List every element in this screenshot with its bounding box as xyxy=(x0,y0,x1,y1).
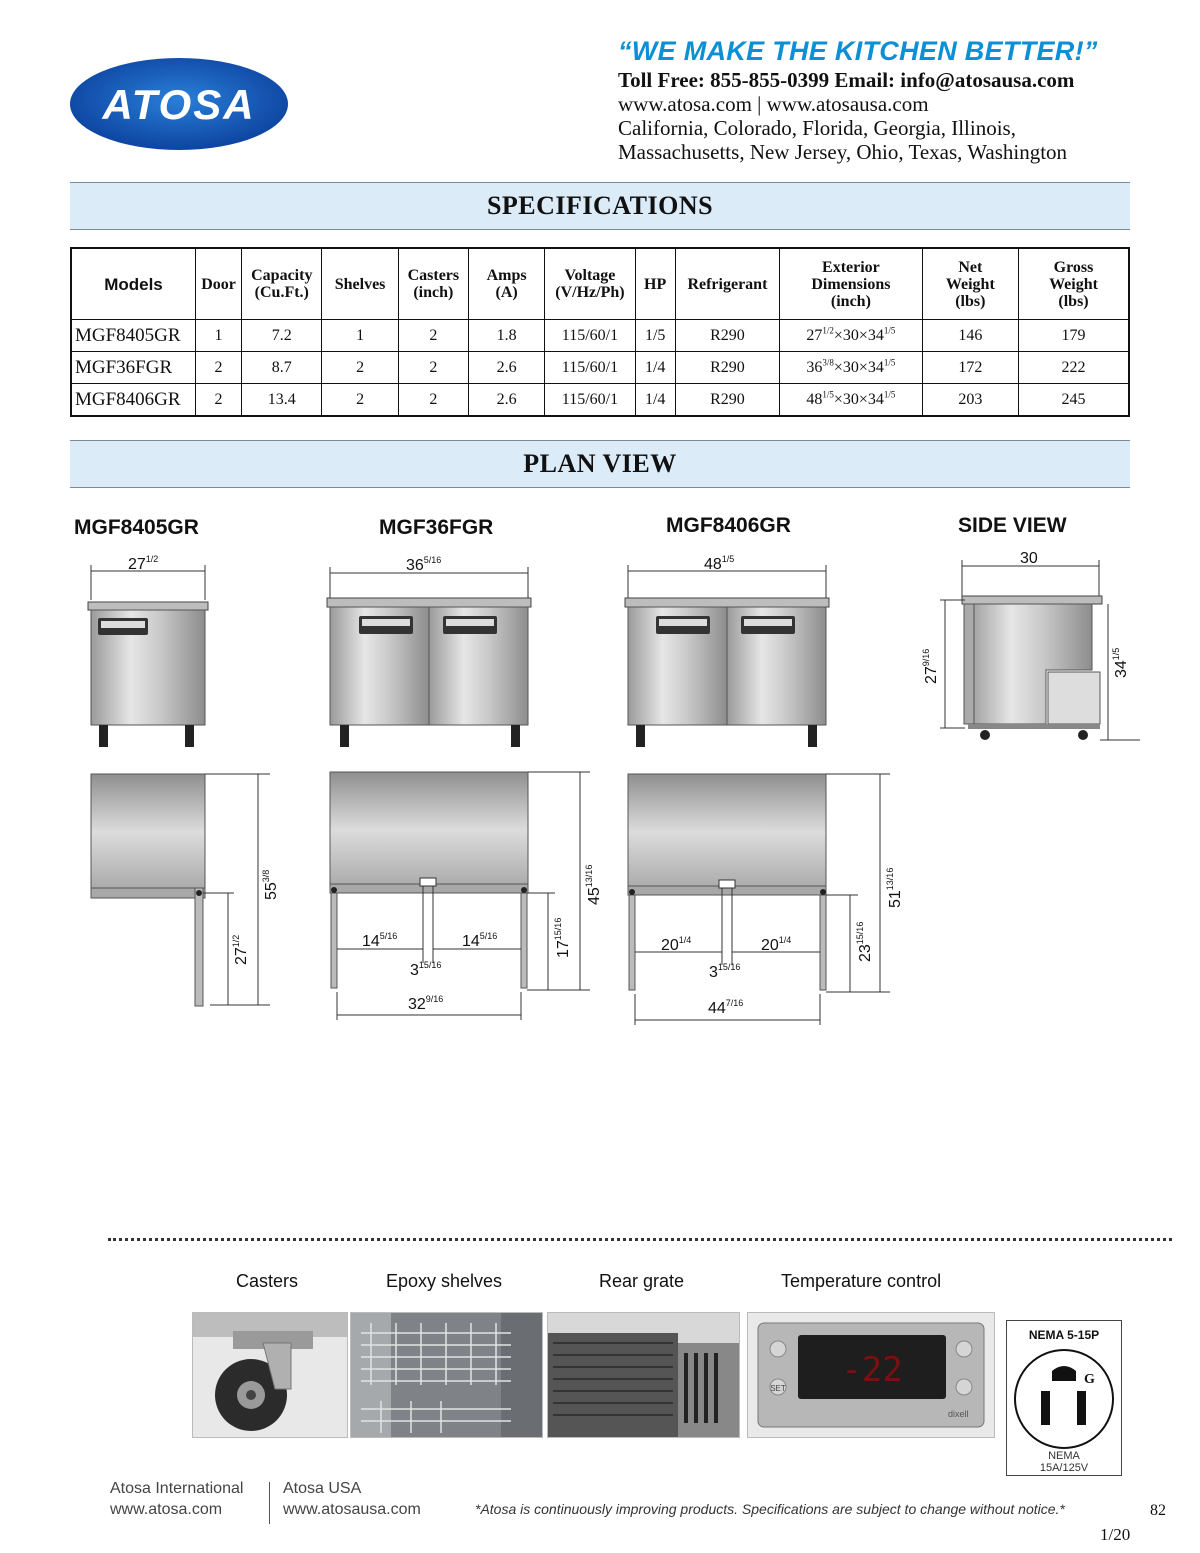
mgf36fgr-center-label: $3^{15/16}$ xyxy=(410,960,442,979)
cell-door: 1 xyxy=(195,320,241,352)
footer-company-2: Atosa USA xyxy=(283,1480,362,1497)
page-number: 82 xyxy=(1150,1502,1166,1519)
table-row xyxy=(71,384,1129,417)
unit-title-mgf8405gr: MGF8405GR xyxy=(74,516,199,539)
feature-label-rear-grate: Rear grate xyxy=(599,1271,685,1291)
header-models: Models xyxy=(71,248,195,320)
controller-set-label: SET xyxy=(770,1384,786,1393)
table-row xyxy=(71,320,1129,352)
cell-gross-weight: 179 xyxy=(1019,320,1129,352)
header-capacity: Capacity (Cu.Ft.) xyxy=(242,248,322,320)
header-refrigerant: Refrigerant xyxy=(675,248,779,320)
cell-voltage: 115/60/1 xyxy=(545,320,635,352)
mgf8405gr-top-drawing xyxy=(91,774,270,1006)
cell-capacity: 13.4 xyxy=(242,384,322,417)
nema-5-15p-box xyxy=(1006,1320,1122,1476)
controller-display: -22 xyxy=(841,1350,903,1390)
mgf8405gr-width-label: $27^{1/2}$ xyxy=(128,554,159,573)
cell-hp: 1/5 xyxy=(635,320,675,352)
caster-photo xyxy=(192,1312,348,1438)
footer-divider xyxy=(269,1482,270,1524)
cell-net-weight: 172 xyxy=(922,352,1018,384)
unit-title-mgf36fgr: MGF36FGR xyxy=(379,516,494,539)
nema-ground-label: G xyxy=(1084,1372,1095,1387)
mgf36fgr-base-height-label: $17^{15/16}$ xyxy=(553,917,572,958)
mgf36fgr-front-drawing xyxy=(327,567,531,747)
mgf8406gr-right-label: $20^{1/4}$ xyxy=(761,935,792,954)
cell-dimensions: $36^{3/8}\times 30\times 34^{1/5}$ xyxy=(780,352,923,384)
cell-voltage: 115/60/1 xyxy=(545,384,635,417)
grate-photo xyxy=(547,1312,740,1438)
mgf8406gr-left-label: $20^{1/4}$ xyxy=(661,935,692,954)
cell-casters: 2 xyxy=(398,320,468,352)
nema-caption-2: 15A/125V xyxy=(1039,1462,1089,1474)
header-hp: HP xyxy=(635,248,675,320)
cell-capacity: 7.2 xyxy=(242,320,322,352)
contact-line: Toll Free: 855-855-0399 Email: info@atosausa.com xyxy=(618,68,1075,92)
header-amps: Amps (A) xyxy=(468,248,544,320)
mgf36fgr-top-drawing xyxy=(330,772,590,1020)
header-exterior-dimensions: Exterior Dimensions (inch) xyxy=(780,248,923,320)
logo-text: ATOSA xyxy=(102,81,256,128)
mgf8405gr-open-height-label: $55^{3/8}$ xyxy=(261,869,280,900)
cell-amps: 1.8 xyxy=(468,320,544,352)
revision-date: 1/20 xyxy=(1100,1525,1131,1544)
feature-label-epoxy-shelves: Epoxy shelves xyxy=(386,1271,503,1291)
atosa-logo xyxy=(68,55,290,153)
header-gross-weight: Gross Weight (lbs) xyxy=(1019,248,1129,320)
cell-amps: 2.6 xyxy=(468,384,544,417)
footer-web-1[interactable]: www.atosa.com xyxy=(110,1501,223,1518)
plan-view-heading: PLAN VIEW xyxy=(70,440,1130,488)
header-casters: Casters (inch) xyxy=(398,248,468,320)
feature-label-temperature-control: Temperature control xyxy=(781,1271,942,1291)
mgf8406gr-open-height-label: $51^{13/16}$ xyxy=(885,867,904,908)
mgf36fgr-bottom-label: $32^{9/16}$ xyxy=(408,994,444,1013)
specifications-heading: SPECIFICATIONS xyxy=(70,182,1130,230)
mgf36fgr-width-label: $36^{5/16}$ xyxy=(406,555,442,574)
cell-gross-weight: 245 xyxy=(1019,384,1129,417)
table-row xyxy=(71,352,1129,384)
footer-atosa-international xyxy=(110,1478,243,1520)
feature-label-casters: Casters xyxy=(236,1271,299,1291)
cell-model: MGF8406GR xyxy=(71,384,195,417)
mgf8406gr-bottom-label: $44^{7/16}$ xyxy=(708,998,744,1017)
footer-atosa-usa xyxy=(283,1478,421,1520)
cell-refrigerant: R290 xyxy=(675,384,779,417)
cell-net-weight: 146 xyxy=(922,320,1018,352)
mgf8406gr-base-height-label: $23^{15/16}$ xyxy=(855,921,874,962)
cell-hp: 1/4 xyxy=(635,352,675,384)
side-view-left-height-label: $27^{9/16}$ xyxy=(921,648,940,684)
side-view-title: SIDE VIEW xyxy=(958,514,1067,537)
cell-hp: 1/4 xyxy=(635,384,675,417)
header-door: Door xyxy=(195,248,241,320)
cell-shelves: 1 xyxy=(322,320,398,352)
header-net-weight: Net Weight (lbs) xyxy=(922,248,1018,320)
mgf8406gr-width-label: $48^{1/5}$ xyxy=(704,554,735,573)
table-header-row xyxy=(71,248,1129,320)
nema-outlet-icon xyxy=(1007,1321,1121,1475)
footer-web-2[interactable]: www.atosausa.com xyxy=(283,1501,421,1518)
side-view-right-height-label: $34^{1/5}$ xyxy=(1111,647,1130,678)
cell-model: MGF8405GR xyxy=(71,320,195,352)
side-view-depth-label: 30 xyxy=(1020,550,1038,567)
shelf-photo xyxy=(350,1312,543,1438)
cell-casters: 2 xyxy=(398,384,468,417)
header-shelves: Shelves xyxy=(322,248,398,320)
specifications-table xyxy=(70,247,1130,417)
slogan: “WE MAKE THE KITCHEN BETTER!” xyxy=(618,36,1098,66)
dotted-divider xyxy=(108,1238,1172,1241)
cell-dimensions: $48^{1/5}\times 30\times 34^{1/5}$ xyxy=(780,384,923,417)
mgf8406gr-center-label: $3^{15/16}$ xyxy=(709,962,741,981)
cell-door: 2 xyxy=(195,352,241,384)
cell-amps: 2.6 xyxy=(468,352,544,384)
cell-net-weight: 203 xyxy=(922,384,1018,417)
footer-disclaimer: *Atosa is continuously improving products. Specifications are subject to change without notice.* xyxy=(475,1501,1065,1517)
cell-voltage: 115/60/1 xyxy=(545,352,635,384)
websites-line: www.atosa.com | www.atosausa.com xyxy=(618,92,929,116)
controller-brand: dixell xyxy=(948,1409,969,1419)
nema-caption-1: NEMA xyxy=(1048,1450,1080,1462)
cell-casters: 2 xyxy=(398,352,468,384)
cell-door: 2 xyxy=(195,384,241,417)
header-voltage: Voltage (V/Hz/Ph) xyxy=(545,248,635,320)
cell-gross-weight: 222 xyxy=(1019,352,1129,384)
cell-model: MGF36FGR xyxy=(71,352,195,384)
unit-title-mgf8406gr: MGF8406GR xyxy=(666,514,791,537)
nema-title: NEMA 5-15P xyxy=(1028,1328,1100,1342)
footer-company-1: Atosa International xyxy=(110,1480,244,1497)
side-view-drawing xyxy=(940,560,1140,740)
mgf8406gr-front-drawing xyxy=(625,565,829,747)
mgf36fgr-open-height-label: $45^{13/16}$ xyxy=(584,864,603,905)
mgf8406gr-top-drawing xyxy=(628,774,890,1025)
cell-capacity: 8.7 xyxy=(242,352,322,384)
mgf36fgr-left-label: $14^{5/16}$ xyxy=(362,931,398,950)
cell-dimensions: $27^{1/2}\times 30\times 34^{1/5}$ xyxy=(780,320,923,352)
cell-shelves: 2 xyxy=(322,384,398,417)
mgf36fgr-right-label: $14^{5/16}$ xyxy=(462,931,498,950)
locations-line-2: Massachusetts, New Jersey, Ohio, Texas, Washington xyxy=(618,140,1068,164)
cell-shelves: 2 xyxy=(322,352,398,384)
cell-refrigerant: R290 xyxy=(675,352,779,384)
controller-photo xyxy=(747,1312,995,1438)
locations-line-1: California, Colorado, Florida, Georgia, Illinois, xyxy=(618,116,1016,140)
cell-refrigerant: R290 xyxy=(675,320,779,352)
mgf8405gr-front-drawing xyxy=(88,565,208,747)
mgf8405gr-base-height-label: $27^{1/2}$ xyxy=(231,934,250,965)
